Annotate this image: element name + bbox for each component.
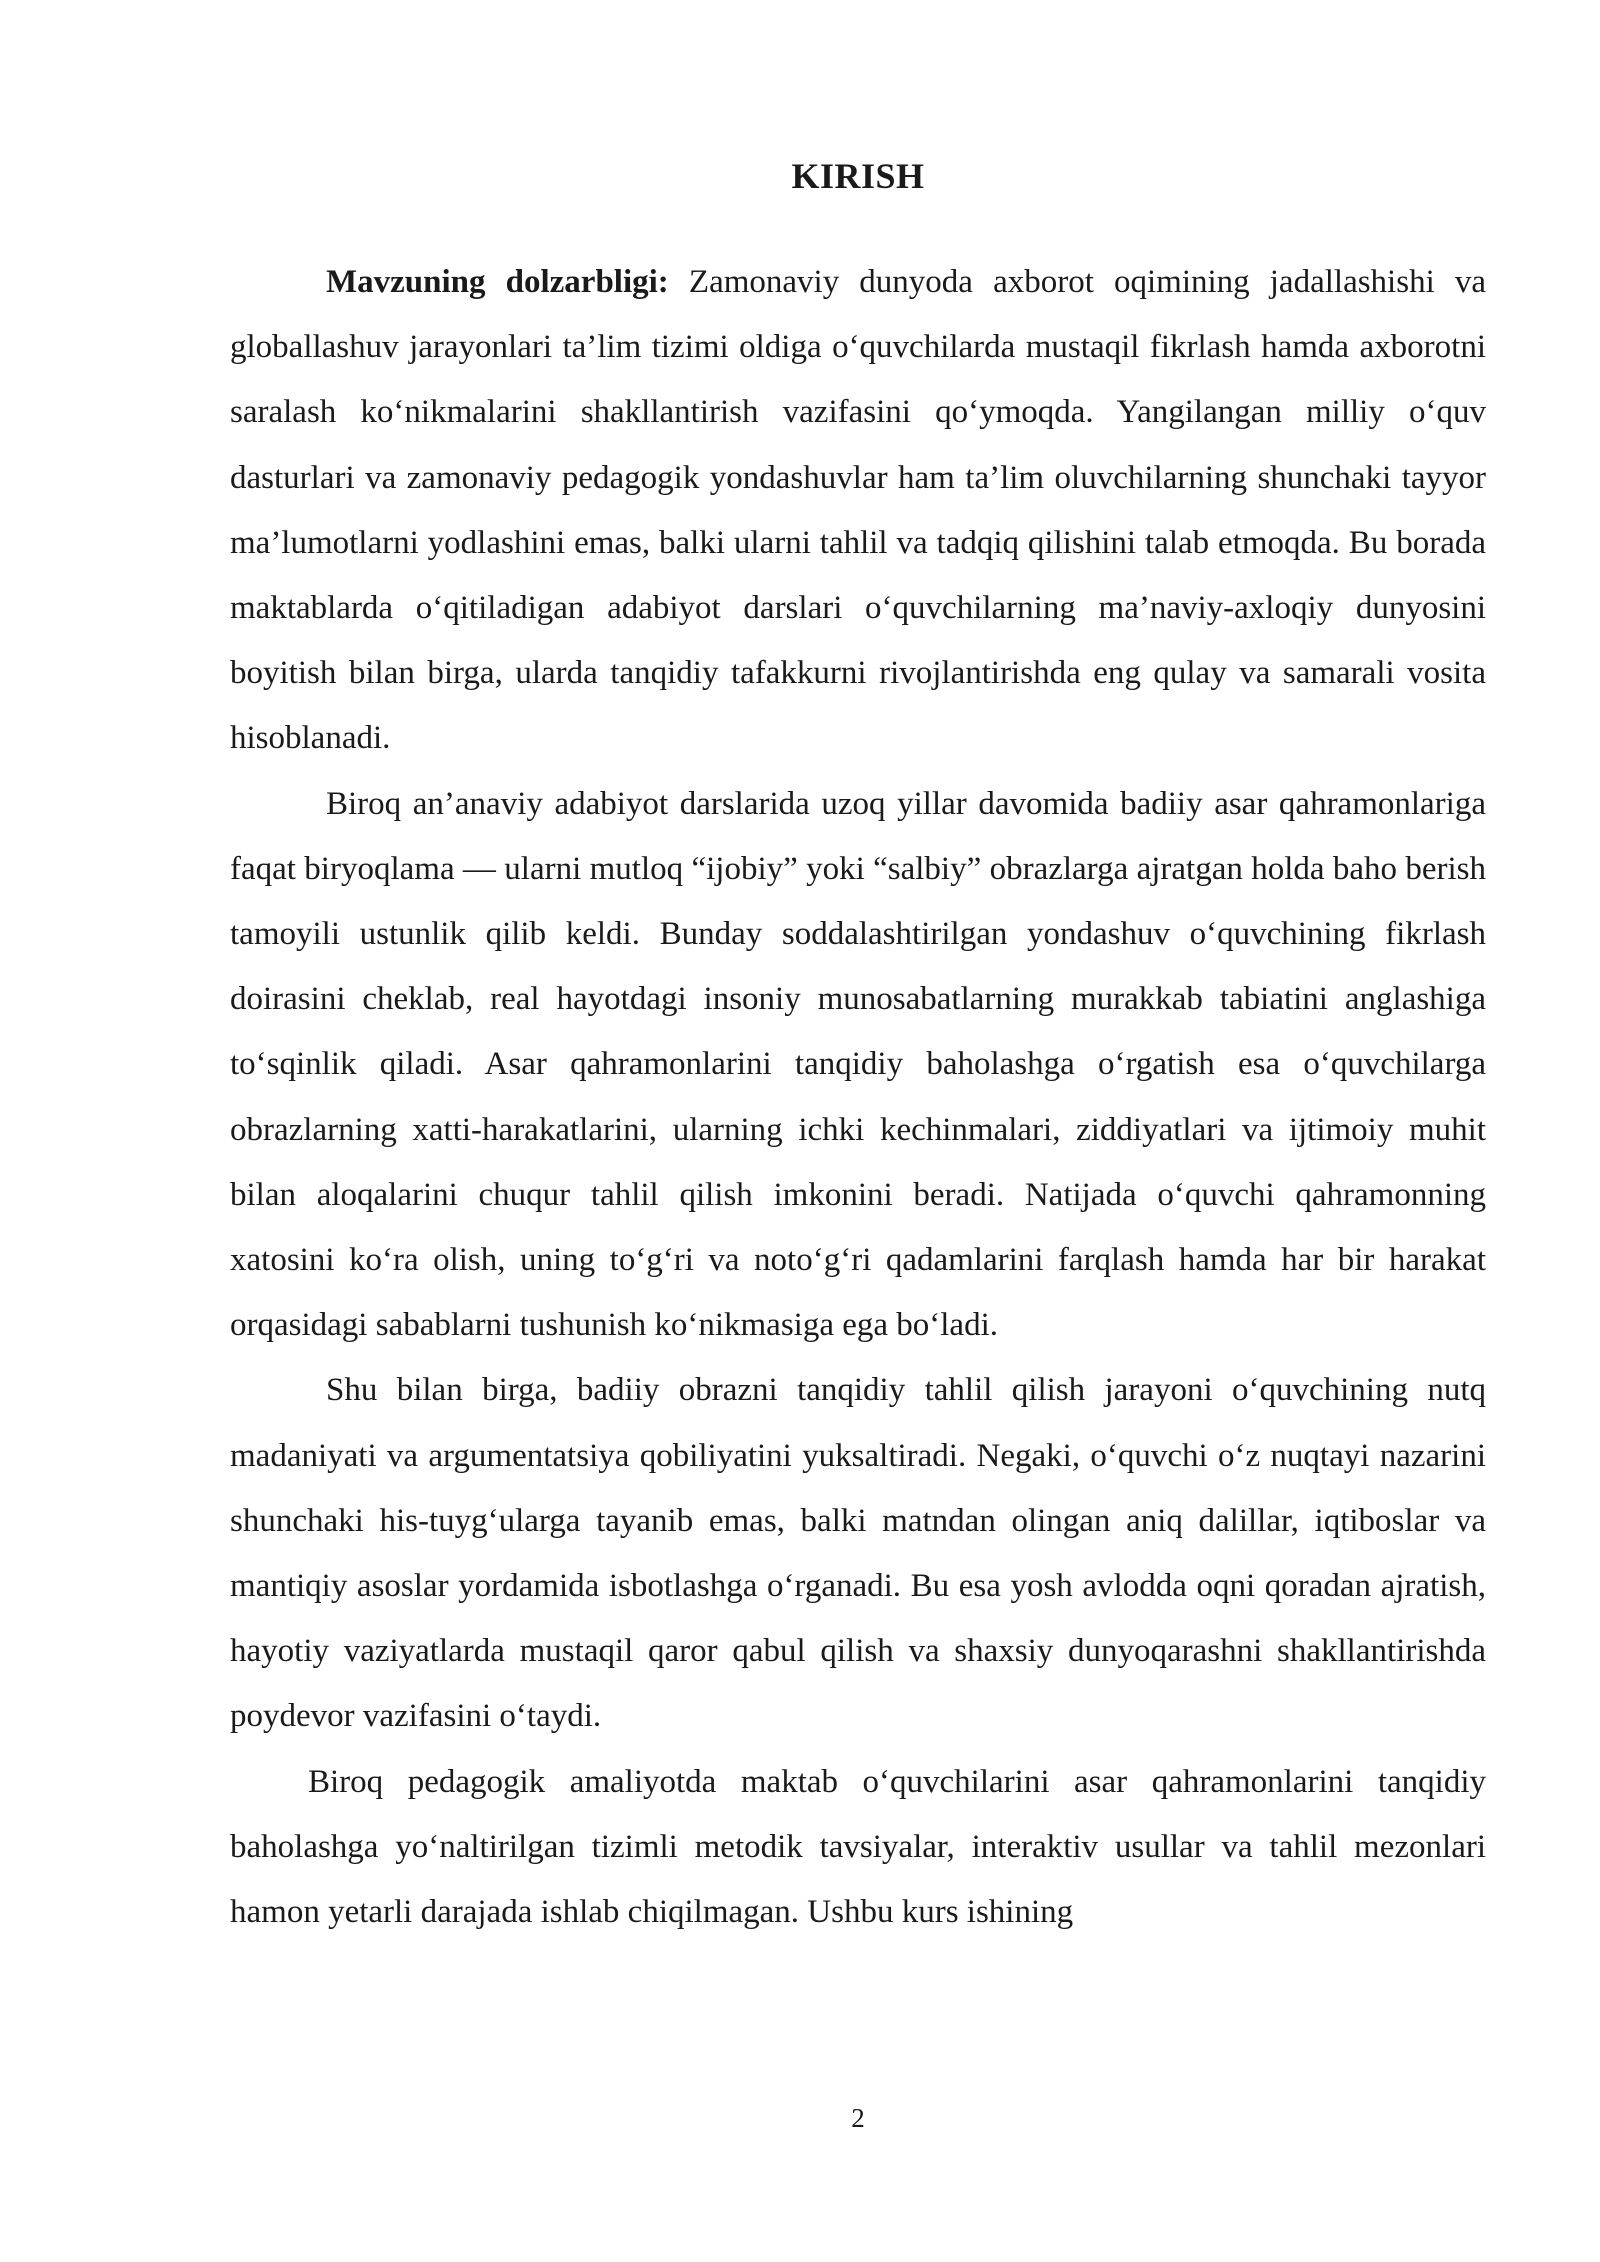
page-title: KIRISH — [791, 156, 925, 196]
paragraph — [230, 1750, 1486, 1946]
paragraph-text: Biroq pedagogik amaliyotda maktab o‘quvchilarini asar qahramonlarini tanqidiy baholashga yo‘naltirilgan tizimli metodik tavsiyalar, interaktiv usullar va tahlil mezonlari hamon yetarli darajada ishlab chiqilmagan. Ushbu kurs ishining — [230, 1763, 1486, 1931]
paragraph-text: Zamonaviy dunyoda axborot oqimining jadallashishi va globallashuv jarayonlari ta’lim tizimi oldiga o‘quvchilarda mustaqil fikrlash hamda axborotni saralash ko‘nikmalarini shakllantirish vazifasini qo‘ymoqda. Yangilangan milliy o‘quv dasturlari va zamonaviy pedagogik yondashuvlar ham ta’lim oluvchilarning shunchaki tayyor ma’lumotlarni yodlashini emas, balki ularni tahlil va tadqiq qilishini talab etmoqda. Bu borada maktablarda o‘qitiladigan adabiyot darslari o‘quvchilarning ma’naviy-axloqiy dunyosini boyitish bilan birga, ularda tanqidiy tafakkurni rivojlantirishda eng qulay va samarali vosita hisoblanadi. — [230, 264, 1486, 757]
body-text — [230, 250, 1486, 1945]
paragraph-text: Biroq an’anaviy adabiyot darslarida uzoq yillar davomida badiiy asar qahramonlariga faqat biryoqlama — ularni mutloq “ijobiy” yoki “salbiy” obrazlarga ajratgan holda baho berish tamoyili ustunlik qilib keldi. Bunday soddalashtirilgan yondashuv o‘quvchining fikrlash doirasini cheklab, real hayotdagi insoniy munosabatlarning murakkab tabiatini anglashiga to‘sqinlik qiladi. Asar qahramonlarini tanqidiy baholashga o‘rgatish esa o‘quvchilarga obrazlarning xatti-harakatlarini, ularning ichki kechinmalari, ziddiyatlari va ijtimoiy muhit bilan aloqalarini chuqur tahlil qilish imkonini beradi. Natijada o‘quvchi qahramonning xatosini ko‘ra olish, uning to‘g‘ri va noto‘g‘ri qadamlarini farqlash hamda har bir harakat orqasidagi sabablarni tushunish ko‘nikmasiga ega bo‘ladi. — [230, 785, 1486, 1344]
page-number: 2 — [851, 2103, 865, 2133]
relevance-label: Mavzuning dolzarbligi: — [326, 264, 669, 300]
paragraph — [230, 1358, 1486, 1749]
paragraph-text: Shu bilan birga, badiiy obrazni tanqidiy tahlil qilish jarayoni o‘quvchining nutq madaniyati va argumentatsiya qobiliyatini yuksaltiradi. Negaki, o‘quvchi o‘z nuqtayi nazarini shunchaki his-tuyg‘ularga tayanib emas, balki matndan olingan aniq dalillar, iqtiboslar va mantiqiy asoslar yordamida isbotlashga o‘rganadi. Bu esa yosh avlodda oqni qoradan ajratish, hayotiy vaziyatlarda mustaqil qaror qabul qilish va shaxsiy dunyoqarashni shakllantirishda poydevor vazifasini o‘taydi. — [230, 1372, 1486, 1735]
paragraph-relevance — [230, 250, 1486, 772]
paragraph — [230, 772, 1486, 1359]
